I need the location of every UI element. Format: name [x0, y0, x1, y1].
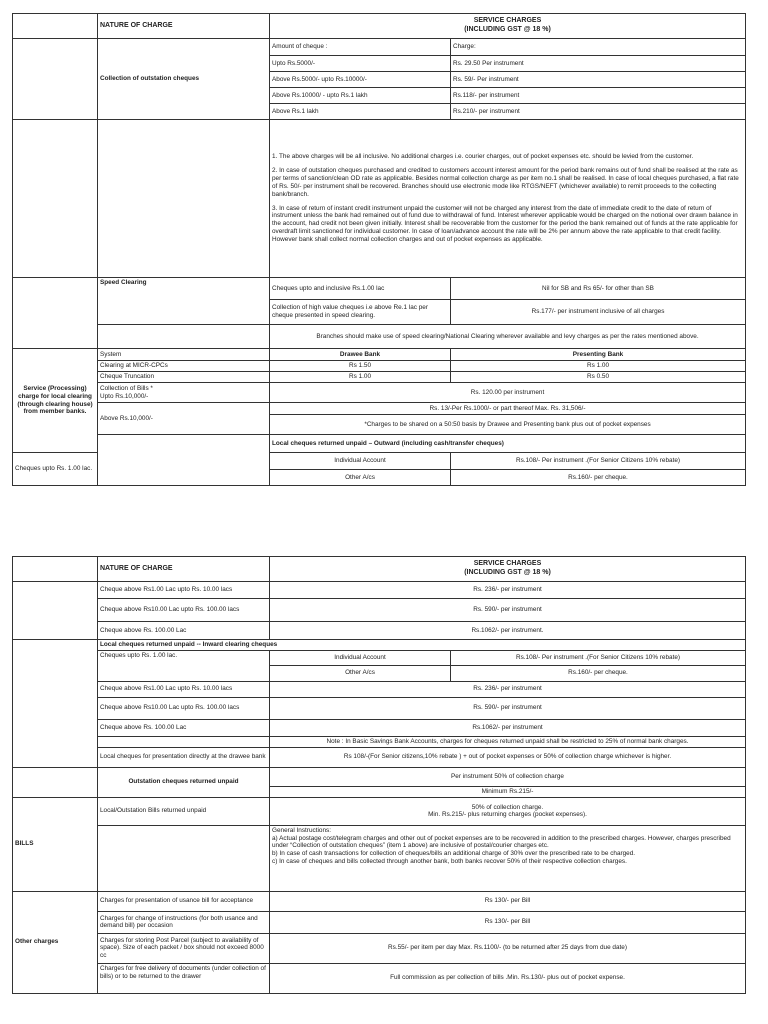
- charges-table-page2: [12, 556, 746, 994]
- outstation-desc: Amount of cheque :: [270, 39, 451, 56]
- presentation-charge: Rs 108/-(For Senior citizens,10% rebate ) + out of pocket expenses or 50% of collection charge whichever is higher.: [270, 747, 746, 767]
- outstation-unpaid-line1: Per instrument 50% of collection charge: [270, 767, 746, 786]
- other-desc: Charges for presentation of usance bill for acceptance: [98, 891, 270, 911]
- header-spacer: [13, 14, 98, 39]
- note-2: 2. In case of outstation cheques purchased and credited to customers account interest amount for the period bank remains out of fund shall be realised at the rate as per terms of sanction/clean OD rate as applicable. Besides normal collection charge as per item no.1 shall be realised. In case of local cheques purchased, a flat rate of Rs. 50/- per instrument shall be recovered. Branches should use electronic mode like RTGS/NEFT (whichever available) to remit proceeds to the collecting bank/branch.: [272, 167, 739, 198]
- outward-high-charge: Rs. 590/- per instrument: [270, 599, 746, 622]
- outstation-charge: Rs.210/- per instrument: [451, 104, 746, 120]
- blank-cell: [98, 435, 270, 486]
- inward-high-desc: Cheque above Rs. 100.00 Lac: [98, 719, 270, 736]
- inward-type: Other A/cs: [270, 665, 451, 681]
- speed-charge: Rs.177/- per instrument inclusive of all charges: [451, 300, 746, 325]
- header-service: SERVICE CHARGES (INCLUDING GST @ 18 %): [270, 557, 746, 582]
- outstation-desc: Upto Rs.5000/-: [270, 56, 451, 72]
- processing-drawee: Rs 1.50: [270, 361, 451, 372]
- header-nature: NATURE OF CHARGE: [98, 14, 270, 39]
- outstation-desc: Above Rs.5000/- upto Rs.10000/-: [270, 72, 451, 88]
- page-gap: [0, 521, 768, 554]
- outward-type: Individual Account: [270, 453, 451, 470]
- header-spacer: [13, 557, 98, 582]
- outstation-charge: Rs. 59/- Per instrument: [451, 72, 746, 88]
- inward-charge: Rs.108/- Per instrument .(For Senior Citizens 10% rebate): [451, 650, 746, 665]
- presentation-desc: Local cheques for presentation directly at the drawee bank: [98, 747, 270, 767]
- processing-col-drawee: Drawee Bank: [270, 349, 451, 361]
- processing-drawee: Rs 1.00: [270, 372, 451, 383]
- processing-col-system: System: [98, 349, 270, 361]
- speed-desc: Collection of high value cheques i.e above Re.1 lac per cheque presented in speed clearing.: [270, 300, 451, 325]
- other-label: Other charges: [13, 891, 98, 993]
- blank-cell: [13, 767, 98, 797]
- inward-high-charge: Rs.1062/- per instrument: [270, 719, 746, 736]
- outward-high-desc: Cheque above Rs. 100.00 Lac: [98, 622, 270, 640]
- processing-col-presenting: Presenting Bank: [451, 349, 746, 361]
- bills-label: BILLS: [13, 797, 98, 891]
- note-3: 3. In case of return of instant credit instrument unpaid the customer will not be charged any interest from the date of immediate credit to the date of return of instrument unless the bank had remained out of fund due to withdrawal of fund. Interest wherever applicable would be charged on the notional over drawn balance in the account, had credit not been given initially. Interest shall be recoverable from the customer for the period the bank remained out of funds at the rate applicable for overdraft limit sanctioned for individual customer. In case of loan/advance account the rate will be 2% per annum above the rate applicable to that credit facility. However bank shall collect normal collection charges and out of pocket expenses as applicable.: [272, 204, 738, 243]
- processing-presenting: Rs 1.00: [451, 361, 746, 372]
- other-charge: Rs 130/- per Bill: [270, 891, 746, 911]
- processing-label: Service (Processing) charge for local clearing (through clearing house) from member banks.: [13, 349, 98, 453]
- outstation-charge: Rs.118/- per instrument: [451, 88, 746, 104]
- outstation-notes: [270, 120, 746, 278]
- bills-note: *Charges to be shared on a 50:50 basis by Drawee and Presenting bank plus out of pocket expenses: [270, 415, 746, 435]
- processing-system: Cheque Truncation: [98, 372, 270, 383]
- other-desc: Charges for storing Post Parcel (subject to availability of space). Size of each packet / box should not exceed 8000 cc: [98, 933, 270, 963]
- inward-high-charge: Rs. 236/- per instrument: [270, 681, 746, 697]
- blank-cell: [13, 640, 98, 768]
- inward-note: Note : In Basic Savings Bank Accounts, charges for cheques returned unpaid shall be restricted to 25% of normal bank charges.: [270, 736, 746, 747]
- inward-charge: Rs.160/- per cheque.: [451, 665, 746, 681]
- other-charge: Rs 130/- per Bill: [270, 911, 746, 933]
- inward-high-desc: Cheque above Rs10.00 Lac upto Rs. 100.00 lacs: [98, 697, 270, 719]
- blank-cell: [13, 120, 98, 278]
- speed-label: Speed Clearing: [98, 278, 270, 325]
- bills-above-charge: Rs. 13/-Per Rs.1000/- or part thereof Max. Rs. 31,506/-: [270, 403, 746, 415]
- outward-title: Local cheques returned unpaid – Outward (including cash/transfer cheques): [270, 435, 746, 453]
- blank-cell: [98, 325, 270, 349]
- outward-high-charge: Rs.1062/- per instrument.: [270, 622, 746, 640]
- outstation-unpaid-line2: Minimum Rs.215/-: [270, 786, 746, 797]
- charges-table-page1: [12, 13, 746, 486]
- inward-desc: Cheques upto Rs. 1.00 lac.: [98, 650, 270, 681]
- outstation-unpaid-label: Outstation cheques returned unpaid: [98, 767, 270, 797]
- inward-high-charge: Rs. 590/- per instrument: [270, 697, 746, 719]
- outstation-label: Collection of outstation cheques: [98, 39, 270, 120]
- outward-high-desc: Cheque above Rs1.00 Lac upto Rs. 10.00 lacs: [98, 582, 270, 599]
- outstation-charge: Rs. 29.50 Per instrument: [451, 56, 746, 72]
- bills-unpaid-desc: Local/Outstation Bills returned unpaid: [98, 797, 270, 825]
- blank-cell: [13, 582, 98, 640]
- outward-charge: Rs.160/- per cheque.: [451, 470, 746, 486]
- speed-charge: Nil for SB and Rs 65/- for other than SB: [451, 278, 746, 300]
- other-charge: Full commission as per collection of bills .Min. Rs.130/- plus out of pocket expense.: [270, 963, 746, 993]
- header-nature: NATURE OF CHARGE: [98, 557, 270, 582]
- blank-cell: [13, 39, 98, 120]
- outward-high-charge: Rs. 236/- per instrument: [270, 582, 746, 599]
- speed-note: Branches should make use of speed clearing/National Clearing wherever available and levy charges as per the rates mentioned above.: [270, 325, 746, 349]
- blank-cell: [98, 825, 270, 891]
- bills-upto: Collection of Bills * Upto Rs.10,000/-: [98, 383, 270, 403]
- bills-instructions: General Instructions: a) Actual postage cost/telegram charges and other out of pocket expenses are to be recovered in addition to the prescribed charges. However, charges prescribed under “Collection of outstation cheques” (item 1 above) are inclusive of postal/courier charges etc. b) In case of cash transactions for collection of cheques/bills an additional charge of 30% over the prescribed rate to be charged. c) In case of cheques and bills collected through another bank, both banks recover 50% of their respective collection charges.: [270, 825, 746, 891]
- outward-charge: Rs.108/- Per instrument .(For Senior Citizens 10% rebate): [451, 453, 746, 470]
- outstation-desc: Above Rs.10000/ - upto Rs.1 lakh: [270, 88, 451, 104]
- blank-cell: [98, 120, 270, 278]
- processing-system: Clearing at MICR-CPCs: [98, 361, 270, 372]
- outstation-desc: Above Rs.1 lakh: [270, 104, 451, 120]
- other-desc: Charges for change of instructions (for both usance and demand bill) per occasion: [98, 911, 270, 933]
- speed-desc: Cheques upto and inclusive Rs.1.00 lac: [270, 278, 451, 300]
- inward-title: Local cheques returned unpaid -- Inward clearing cheques: [98, 640, 746, 651]
- outward-high-desc: Cheque above Rs10.00 Lac upto Rs. 100.00 lacs: [98, 599, 270, 622]
- note-1: 1. The above charges will be all inclusive. No additional charges i.e. courier charges, out of pocket expenses etc. should be levied from the customer.: [272, 153, 694, 161]
- bills-above: Above Rs.10,000/-: [98, 403, 270, 435]
- bills-unpaid-charge: 50% of collection charge. Min. Rs.215/- plus returning charges (pocket expenses).: [270, 797, 746, 825]
- header-service: SERVICE CHARGES (INCLUDING GST @ 18 %): [270, 14, 746, 39]
- processing-presenting: Rs 0.50: [451, 372, 746, 383]
- inward-type: Individual Account: [270, 650, 451, 665]
- bills-upto-charge: Rs. 120.00 per instrument: [270, 383, 746, 403]
- inward-high-desc: Cheque above Rs1.00 Lac upto Rs. 10.00 lacs: [98, 681, 270, 697]
- outward-desc: Cheques upto Rs. 1.00 lac.: [13, 453, 98, 486]
- other-charge: Rs.55/- per item per day Max. Rs.1100/- (to be returned after 25 days from due date): [270, 933, 746, 963]
- blank-cell: [13, 278, 98, 349]
- blank-cell: [98, 736, 270, 747]
- outward-type: Other A/cs: [270, 470, 451, 486]
- outstation-charge: Charge:: [451, 39, 746, 56]
- other-desc: Charges for free delivery of documents (under collection of bills) or to be returned to the drawer: [98, 963, 270, 993]
